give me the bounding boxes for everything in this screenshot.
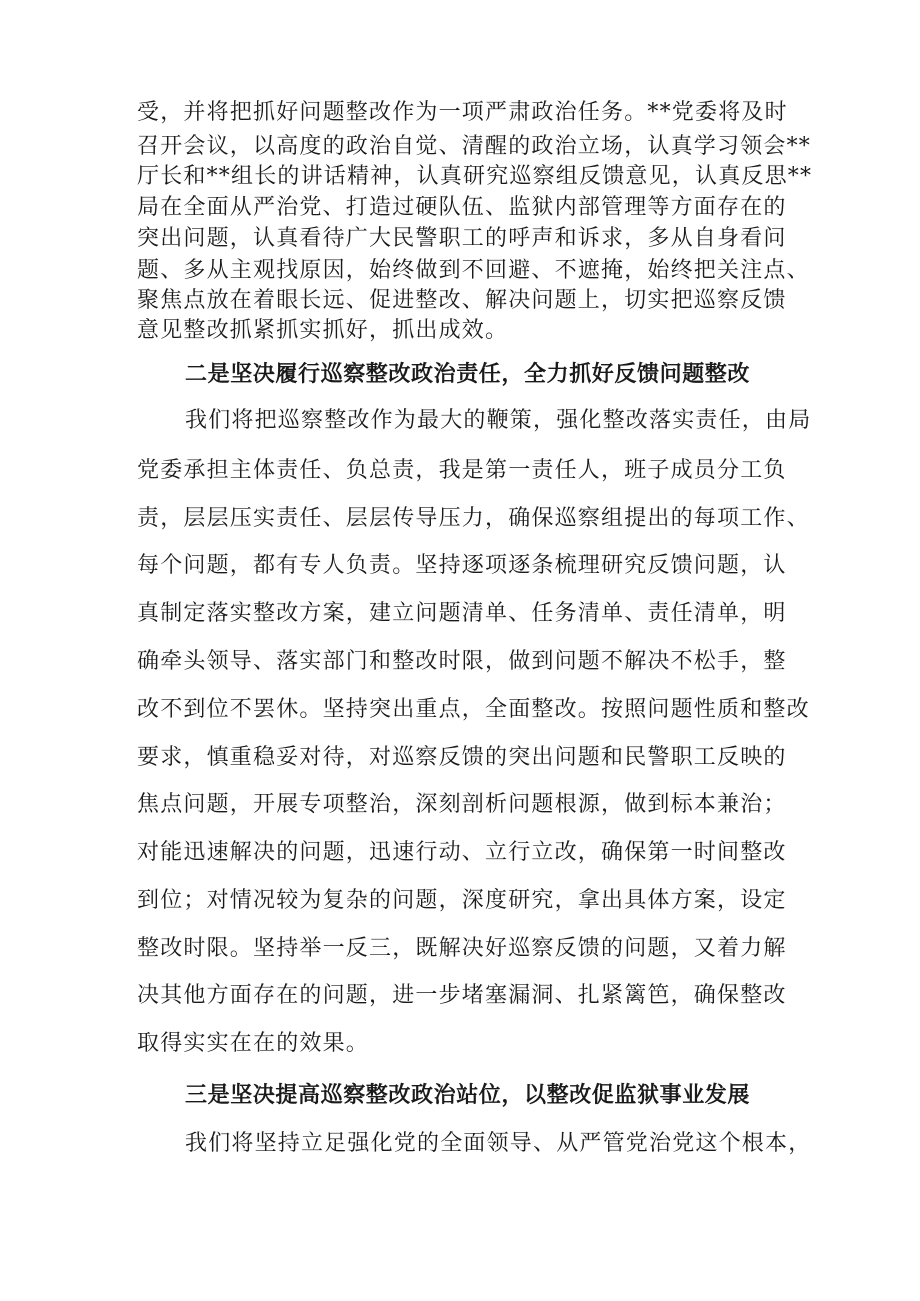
paragraph-line: 受，并将把抓好问题整改作为一项严肃政治任务。**党委将及时	[137, 100, 788, 125]
paragraph-line: 整改时限。坚持举一反三，既解决好巡察反馈的问题，又着力解	[137, 936, 787, 961]
paragraph-line: 决其他方面存在的问题，进一步堵塞漏洞、扎紧篱笆，确保整改	[137, 983, 787, 1008]
paragraph-line: 每个问题，都有专人负责。坚持逐项逐条梳理研究反馈问题，认	[137, 553, 787, 578]
section-heading-2: 二是坚决履行巡察整改政治责任，全力抓好反馈问题整改	[185, 362, 751, 387]
paragraph-line: 局在全面从严治党、打造过硬队伍、监狱内部管理等方面存在的	[137, 195, 787, 220]
paragraph-line: 取得实实在在的效果。	[137, 1031, 370, 1056]
paragraph-line: 我们将坚持立足强化党的全面领导、从严管党治党这个根本，	[185, 1131, 812, 1156]
paragraph-line: 到位；对情况较为复杂的问题，深度研究，拿出具体方案，设定	[137, 888, 787, 913]
paragraph-line: 聚焦点放在着眼长远、促进整改、解决问题上，切实把巡察反馈	[137, 288, 787, 313]
paragraph-line: 确牵头领导、落实部门和整改时限，做到问题不解决不松手，整	[137, 649, 787, 674]
paragraph-line: 要求，慎重稳妥对待，对巡察反馈的突出问题和民警职工反映的	[137, 745, 787, 770]
paragraph-line: 突出问题，认真看待广大民警职工的呼声和诉求，多从自身看问	[137, 226, 787, 251]
paragraph-line: 题、多从主观找原因，始终做到不回避、不遮掩，始终把关注点、	[137, 258, 810, 283]
paragraph-line: 党委承担主体责任、负总责，我是第一责任人，班子成员分工负	[137, 458, 787, 483]
paragraph-line: 对能迅速解决的问题，迅速行动、立行立改，确保第一时间整改	[137, 840, 787, 865]
paragraph-line: 焦点问题，开展专项整治，深刻剖析问题根源，做到标本兼治；	[137, 792, 787, 817]
paragraph-line: 召开会议，以高度的政治自觉、清醒的政治立场，认真学习领会**	[137, 134, 812, 159]
paragraph-line: 厅长和**组长的讲话精神，认真研究巡察组反馈意见，认真反思**	[137, 164, 813, 189]
paragraph-line: 意见整改抓紧抓实抓好，抓出成效。	[137, 318, 509, 343]
section-heading-3: 三是坚决提高巡察整改政治站位，以整改促监狱事业发展	[185, 1083, 751, 1108]
paragraph-line: 我们将把巡察整改作为最大的鞭策，强化整改落实责任，由局	[185, 408, 812, 433]
paragraph-line: 真制定落实整改方案，建立问题清单、任务清单、责任清单，明	[137, 601, 787, 626]
paragraph-line: 改不到位不罢休。坚持突出重点，全面整改。按照问题性质和整改	[137, 697, 810, 722]
paragraph-line: 责，层层压实责任、层层传导压力，确保巡察组提出的每项工作、	[137, 506, 810, 531]
